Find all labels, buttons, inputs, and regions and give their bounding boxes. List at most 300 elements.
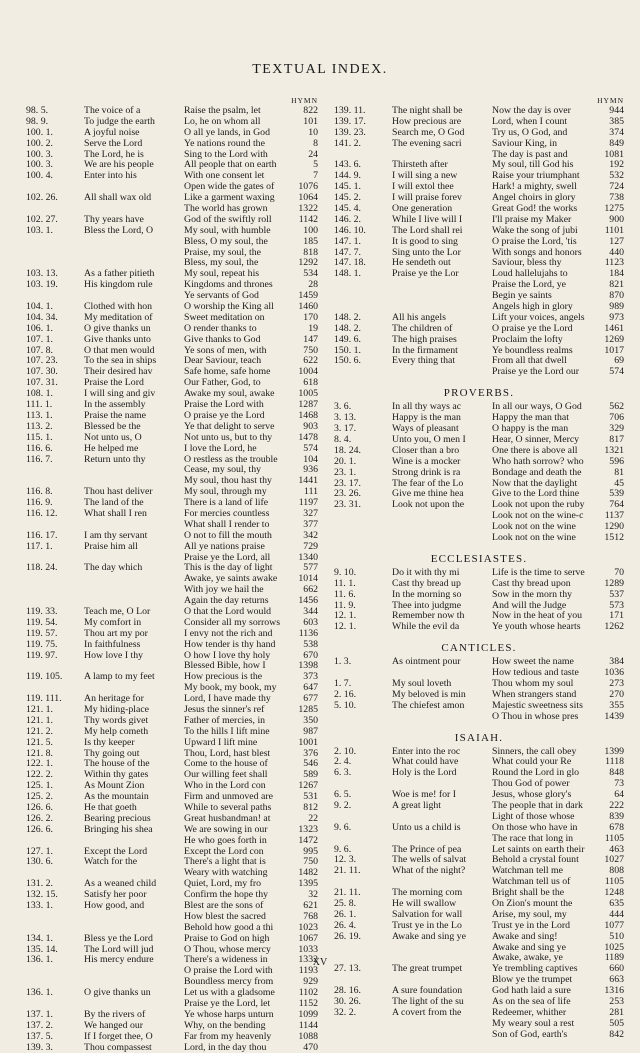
hymn-number: 1036: [604, 668, 624, 679]
index-entry: [334, 899, 624, 910]
scripture-ref: 25. 8.: [334, 899, 357, 909]
hymn-number: 546: [303, 759, 318, 770]
hymn-number: 350: [303, 715, 318, 726]
scripture-ref: 23. 26.: [334, 489, 361, 500]
hymn-number: 944: [609, 106, 624, 116]
section-heading: ECCLESIASTES.: [430, 552, 528, 565]
scripture-text: His mercy endure: [84, 955, 154, 966]
scripture-text: I will sing a new: [392, 171, 458, 182]
hymn-first-line: Jesus the sinner's ref: [184, 704, 265, 715]
hymn-number: 818: [303, 247, 318, 258]
hymn-first-line: Boundless mercy from: [184, 977, 274, 988]
scripture-text: My comfort in: [84, 617, 142, 628]
hymn-number: 28: [308, 280, 318, 291]
hymn-first-line: Open wide the gates of: [184, 182, 275, 193]
scripture-text: [392, 150, 492, 161]
index-entry: [334, 160, 624, 171]
hymn-number: 376: [303, 748, 318, 759]
scripture-ref: [334, 522, 392, 533]
hymn-number: 344: [303, 606, 318, 617]
hymn-first-line: Jesus, whose glory's: [492, 790, 572, 801]
scripture-ref: [26, 237, 84, 248]
hymn-first-line: Awake and sing!: [492, 931, 558, 942]
hymn-first-line: O happy is the man: [492, 424, 569, 435]
scripture-text: A joyful noise: [84, 127, 140, 138]
hymn-first-line: Happy the man that: [492, 413, 569, 424]
index-entry: [334, 128, 624, 139]
hymn-first-line: Who in the Lord con: [184, 781, 266, 792]
scripture-text: [392, 975, 492, 986]
hymn-number: 222: [609, 800, 624, 811]
hymn-first-line: The world has grown: [184, 204, 268, 215]
index-entry: [334, 855, 624, 866]
hymn-first-line: Begin ye saints: [492, 291, 552, 302]
hymn-first-line: Saviour, bless thy: [492, 258, 562, 269]
index-entry: [334, 193, 624, 204]
hymn-number: 1292: [298, 258, 318, 269]
hymn-first-line: Proclaim the lofty: [492, 334, 563, 345]
hymn-first-line: With songs and honors: [492, 247, 582, 258]
hymn-first-line: God hath laid a sure: [492, 986, 571, 997]
scripture-ref: 126. 2.: [26, 813, 53, 824]
hymn-first-line: This is the day of light: [184, 563, 273, 574]
index-entry: [26, 683, 318, 694]
scripture-text: [84, 868, 184, 879]
hymn-number: 329: [609, 424, 624, 435]
scripture-text: A great light: [392, 800, 441, 811]
index-entry: [26, 509, 318, 520]
hymn-number: 1123: [604, 258, 624, 269]
scripture-ref: 8. 4.: [334, 434, 352, 445]
index-entry: [334, 975, 624, 986]
scripture-ref: 9. 2.: [334, 800, 352, 811]
scripture-text: Return unto thy: [84, 454, 146, 465]
hymn-first-line: Hear, O sinner, Mercy: [492, 434, 580, 445]
scripture-text: He that goeth: [84, 803, 137, 813]
scripture-text: [392, 291, 492, 302]
scripture-text: The Lord, he is: [84, 149, 144, 160]
index-entry: [334, 280, 624, 291]
hymn-number: 750: [303, 345, 318, 356]
scripture-ref: 139. 11.: [334, 106, 366, 116]
index-column-left: [26, 96, 318, 1053]
hymn-first-line: Sing to the Lord with: [184, 149, 268, 160]
hymn-first-line: How blest the sacred: [184, 911, 266, 922]
hymn-first-line: Look not upon the ruby: [492, 500, 585, 511]
scripture-text: Woe is me! for I: [392, 790, 456, 801]
index-entry: [26, 302, 318, 313]
hymn-number: 377: [303, 519, 318, 530]
scripture-ref: [334, 367, 392, 378]
hymn-number: 973: [609, 312, 624, 323]
scripture-ref: 119. 75.: [26, 639, 58, 650]
hymn-number: 987: [303, 726, 318, 737]
hymn-number: 678: [609, 822, 624, 833]
hymn-number: 839: [609, 811, 624, 822]
hymn-number: 1482: [298, 868, 318, 879]
scripture-text: Look not upon the: [392, 500, 465, 511]
index-entry: [26, 1043, 318, 1053]
hymn-first-line: I love the Lord, he: [184, 443, 257, 454]
hymn-number: 750: [303, 857, 318, 868]
index-entry: [26, 585, 318, 596]
index-entry: [26, 106, 318, 117]
scripture-ref: 12. 3.: [334, 855, 357, 866]
scripture-text: The voice of a: [84, 106, 141, 116]
index-entry: [26, 618, 318, 629]
scripture-ref: 127. 1.: [26, 846, 53, 857]
scripture-text: [392, 834, 492, 845]
index-entry: [26, 1032, 318, 1043]
scripture-text: How good, and: [84, 901, 145, 912]
hymn-number: 253: [609, 997, 624, 1008]
scripture-ref: 2. 4.: [334, 757, 352, 768]
index-entry: [334, 258, 624, 269]
hymn-number: 1468: [298, 410, 318, 421]
hymn-number: 1316: [604, 986, 624, 997]
hymn-first-line: Our willing feet shall: [184, 770, 268, 781]
hymn-number: 1267: [298, 781, 318, 792]
scripture-ref: 141. 2.: [334, 138, 361, 149]
hymn-number: 470: [303, 1042, 318, 1053]
scripture-text: To judge the earth: [84, 116, 155, 127]
index-entry: [334, 435, 624, 446]
scripture-ref: 2. 16.: [334, 689, 357, 700]
scripture-text: Thirsteth after: [392, 160, 448, 171]
hymn-number: 444: [609, 909, 624, 920]
scripture-text: [84, 574, 184, 585]
scripture-ref: [26, 182, 84, 193]
scripture-text: [84, 912, 184, 923]
scripture-ref: 137. 1.: [26, 1009, 53, 1020]
scripture-ref: 116. 6.: [26, 443, 53, 454]
index-entry: [26, 465, 318, 476]
scripture-ref: 148. 2.: [334, 323, 361, 334]
hymn-number: 1395: [298, 879, 318, 890]
index-entry: [334, 579, 624, 590]
scripture-ref: 20. 1.: [334, 456, 357, 467]
hymn-first-line: To the hills I lift mine: [184, 726, 270, 737]
index-entry: [26, 999, 318, 1010]
scripture-text: [84, 291, 184, 302]
hymn-first-line: Trust ye in the Lord: [492, 920, 571, 931]
hymn-number: 342: [303, 530, 318, 541]
hymn-number: 1105: [604, 833, 624, 844]
hymn-first-line: Praise ye the Lord our: [492, 367, 580, 378]
scripture-ref: [334, 834, 392, 845]
scripture-text: One generation: [392, 204, 453, 215]
hymn-first-line: Look not on the wine-c: [492, 511, 584, 522]
hymn-number: 532: [609, 171, 624, 182]
hymn-first-line: Praise, my soul, the: [184, 247, 262, 258]
scripture-ref: [26, 923, 84, 934]
hymn-number: 374: [609, 127, 624, 138]
hymn-first-line: Watchman tell us of: [492, 877, 571, 888]
scripture-text: O that men would: [84, 345, 155, 356]
hymn-number: 1197: [298, 498, 318, 509]
scripture-ref: [334, 1030, 392, 1041]
index-entry: [26, 847, 318, 858]
hymn-first-line: Blessed Bible, how I: [184, 661, 266, 672]
index-entry: [26, 738, 318, 749]
scripture-ref: 119. 97.: [26, 650, 58, 661]
hymn-number: 384: [609, 657, 624, 668]
hymn-number: 32: [308, 890, 318, 901]
scripture-ref: [26, 465, 84, 476]
scripture-text: The great trumpet: [392, 964, 463, 975]
hymn-number: 1099: [298, 1009, 318, 1020]
index-entry: [26, 705, 318, 716]
hymn-number: 1285: [298, 704, 318, 715]
hymn-number: 1323: [298, 824, 318, 835]
scripture-text: The day which: [84, 563, 143, 574]
index-entry: [334, 932, 624, 943]
hymn-first-line: Now that the daylight: [492, 478, 578, 489]
hymn-number: 1014: [298, 574, 318, 585]
scripture-ref: 119. 105.: [26, 672, 63, 683]
scripture-ref: 125. 1.: [26, 781, 53, 792]
scripture-ref: 146. 2.: [334, 214, 361, 225]
index-entry: [26, 226, 318, 237]
scripture-ref: 28. 16.: [334, 986, 361, 997]
scripture-text: My help cometh: [84, 726, 149, 737]
index-entry: [26, 759, 318, 770]
scripture-text: A sure foundation: [392, 986, 463, 997]
scripture-ref: [26, 596, 84, 607]
index-entry: [334, 747, 624, 758]
hymn-number: 574: [303, 443, 318, 454]
scripture-ref: 100. 4.: [26, 171, 53, 182]
index-entry: [26, 139, 318, 150]
scripture-ref: 135. 14.: [26, 944, 58, 955]
hymn-first-line: Blow ye the trumpet: [492, 975, 573, 986]
hymn-number: 1472: [298, 835, 318, 846]
index-entry: [26, 193, 318, 204]
hymn-number: 127: [609, 236, 624, 247]
scripture-ref: 116. 17.: [26, 530, 58, 541]
hymn-first-line: Ye sons of men, with: [184, 345, 267, 356]
scripture-ref: 132. 15.: [26, 890, 58, 901]
hymn-number: 1459: [298, 291, 318, 302]
scripture-text: Bringing his shea: [84, 824, 153, 835]
index-entry: [334, 986, 624, 997]
scripture-text: The evening sacri: [392, 138, 462, 149]
scripture-ref: 149. 6.: [334, 334, 361, 345]
scripture-ref: 122. 2.: [26, 770, 53, 781]
index-entry: [26, 324, 318, 335]
scripture-text: The high praises: [392, 334, 457, 345]
scripture-ref: 103. 13.: [26, 269, 58, 280]
scripture-ref: 26. 4.: [334, 920, 357, 931]
index-entry: [26, 498, 318, 509]
hymn-number: 1461: [604, 323, 624, 334]
page-number: XV: [312, 957, 328, 968]
hymn-number: 385: [609, 116, 624, 127]
scripture-text: As Mount Zion: [84, 781, 145, 792]
hymn-first-line: How sweet the name: [492, 657, 574, 668]
index-entry: [26, 520, 318, 531]
index-entry: [334, 866, 624, 877]
scripture-text: I am thy servant: [84, 530, 148, 541]
hymn-first-line: Again the day returns: [184, 596, 269, 607]
scripture-text: [392, 668, 492, 679]
scripture-text: What of the night?: [392, 866, 466, 877]
hymn-first-line: Lord, when I count: [492, 116, 568, 127]
hymn-number: 1023: [298, 922, 318, 933]
index-entry: [334, 622, 624, 633]
hymn-number: 562: [609, 402, 624, 413]
scripture-ref: 116. 8.: [26, 487, 53, 498]
scripture-text: [392, 779, 492, 790]
hymn-number: 596: [609, 456, 624, 467]
index-entry: [334, 757, 624, 768]
hymn-first-line: Give to the Lord thine: [492, 489, 580, 500]
hymn-first-line: Sow in the morn thy: [492, 589, 573, 600]
hymn-number: 1027: [604, 855, 624, 866]
scripture-text: Remember now th: [392, 611, 465, 622]
scripture-text: Is thy keeper: [84, 737, 135, 748]
index-entry: [26, 901, 318, 912]
scripture-text: Praise ye the Lor: [392, 269, 459, 280]
hymn-number: 848: [609, 768, 624, 779]
scripture-text: As ointment pour: [392, 657, 461, 668]
hymn-number: 1025: [604, 942, 624, 953]
hymn-number: 531: [303, 792, 318, 803]
scripture-ref: 121. 8.: [26, 748, 53, 759]
scripture-text: Teach me, O Lor: [84, 606, 151, 617]
hymn-first-line: He who goes forth in: [184, 835, 267, 846]
scripture-ref: 119. 111.: [26, 694, 62, 705]
hymn-first-line: Angel choirs in glory: [492, 193, 576, 204]
hymn-first-line: Arise, my soul, my: [492, 909, 567, 920]
hymn-number: 1193: [298, 966, 318, 977]
scripture-ref: [26, 836, 84, 847]
scripture-ref: 2. 10.: [334, 746, 357, 757]
scripture-ref: [334, 812, 392, 823]
scripture-ref: [334, 533, 392, 544]
index-entry: [26, 934, 318, 945]
index-entry: [26, 389, 318, 400]
hymn-number: 660: [609, 964, 624, 975]
hymn-number: 1189: [604, 953, 624, 964]
index-entry: [26, 945, 318, 956]
scripture-ref: [334, 943, 392, 954]
hymn-number: 1077: [604, 920, 624, 931]
scripture-ref: 98. 9.: [26, 116, 49, 127]
hymn-number: 534: [303, 269, 318, 280]
section-heading: CANTICLES.: [441, 642, 517, 655]
scripture-ref: 21. 11.: [334, 866, 361, 877]
scripture-text: We are his people: [84, 160, 154, 171]
scripture-text: Awake and sing ye: [392, 931, 466, 942]
hymn-first-line: The people that in dark: [492, 800, 583, 811]
scripture-ref: 136. 1.: [26, 955, 53, 966]
index-entry: [26, 215, 318, 226]
hymn-first-line: Great husbandman! at: [184, 813, 271, 824]
scripture-text: O give thanks un: [84, 323, 151, 334]
scripture-text: [84, 923, 184, 934]
scripture-ref: 121. 2.: [26, 726, 53, 737]
index-entry: [26, 727, 318, 738]
hymn-first-line: Awake my soul, awake: [184, 389, 275, 400]
index-entry: [334, 335, 624, 346]
scripture-text: Unto you, O men I: [392, 434, 466, 445]
index-entry: [334, 106, 624, 117]
scripture-ref: 143. 6.: [334, 160, 361, 171]
scripture-text: [84, 999, 184, 1010]
hymn-number: 677: [303, 694, 318, 705]
hymn-first-line: Safe home, safe home: [184, 367, 271, 378]
hymn-first-line: Let saints on earth their: [492, 844, 585, 855]
scripture-text: The Prince of pea: [392, 844, 462, 855]
hymn-first-line: O restless as the trouble: [184, 454, 278, 465]
hymn-number: 989: [609, 302, 624, 313]
index-entry: [334, 346, 624, 357]
scripture-ref: 137. 5.: [26, 1031, 53, 1042]
scripture-text: Satisfy her poor: [84, 890, 147, 901]
hymn-number: 1456: [298, 596, 318, 607]
scripture-text: What shall I ren: [84, 508, 147, 519]
hymn-first-line: I'll praise my Maker: [492, 214, 572, 225]
hymn-number: 900: [609, 214, 624, 225]
scripture-ref: 30. 26.: [334, 997, 361, 1008]
index-entry: [334, 888, 624, 899]
scripture-text: Ways of pleasant: [392, 424, 459, 435]
scripture-text: [392, 712, 492, 723]
scripture-text: The morning com: [392, 888, 463, 899]
hymn-first-line: O Thou in whose pres: [492, 711, 579, 722]
scripture-text: Thy words givet: [84, 715, 149, 726]
index-entry: [26, 367, 318, 378]
hymn-number: 817: [609, 434, 624, 445]
scripture-ref: 9. 6.: [334, 844, 352, 855]
scripture-ref: [26, 661, 84, 672]
hymn-first-line: Consider all my sorrows: [184, 617, 281, 628]
hymn-first-line: The day is past and: [492, 149, 568, 160]
hymn-first-line: Wake the song of jubi: [492, 225, 578, 236]
scripture-ref: 9. 6.: [334, 822, 352, 833]
index-entry: [26, 912, 318, 923]
scripture-ref: 23. 31.: [334, 500, 361, 511]
scripture-text: [84, 661, 184, 672]
scripture-ref: 100. 1.: [26, 127, 53, 138]
hymn-number: 573: [609, 600, 624, 611]
index-entry: [334, 801, 624, 812]
hymn-number: 936: [303, 465, 318, 476]
hymn-first-line: All ye nations praise: [184, 541, 265, 552]
index-entry: [334, 402, 624, 413]
scripture-ref: 9. 10.: [334, 567, 357, 578]
scripture-ref: 116. 12.: [26, 508, 58, 519]
hymn-number: 281: [609, 1007, 624, 1018]
scripture-text: [392, 943, 492, 954]
scripture-ref: [26, 683, 84, 694]
hymn-first-line: Now the day is over: [492, 106, 571, 116]
hymn-first-line: O that the Lord would: [184, 606, 272, 617]
scripture-ref: 147. 7.: [334, 247, 361, 258]
scripture-ref: 134. 1.: [26, 933, 53, 944]
scripture-text: [84, 596, 184, 607]
scripture-ref: [26, 258, 84, 269]
hymn-first-line: For mercies countless: [184, 508, 270, 519]
scripture-ref: 18. 24.: [334, 445, 361, 456]
index-entry: [334, 834, 624, 845]
hymn-first-line: With one consent let: [184, 171, 265, 182]
hymn-number: 1005: [298, 389, 318, 400]
index-entry: [334, 457, 624, 468]
hymn-first-line: O praise the Lord with: [184, 966, 273, 977]
index-entry: [334, 701, 624, 712]
